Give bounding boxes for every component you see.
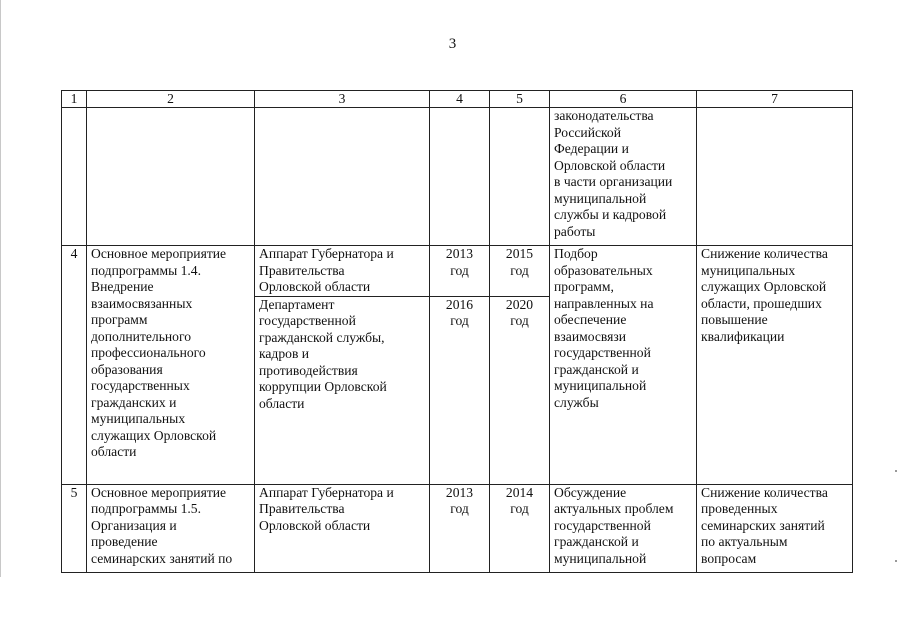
table-row-4 — [62, 246, 853, 297]
start-year-cell: 2016 год — [430, 296, 490, 484]
consequence-cell: Снижение количества проведенных семинарских занятий по актуальным вопросам — [697, 484, 853, 572]
empty-cell — [255, 108, 430, 246]
activity-name: Основное мероприятие подпрограммы 1.4. Внедрение взаимосвязанных программ дополнительного профессионального образования государственных гражданских и муниципальных служащих Орловской области — [87, 246, 255, 485]
empty-cell — [430, 108, 490, 246]
column-number: 6 — [550, 91, 697, 108]
executor-cell: Аппарат Губернатора и Правительства Орловской области — [255, 484, 430, 572]
row-number: 4 — [62, 246, 87, 485]
executor-cell: Аппарат Губернатора и Правительства Орловской области — [255, 246, 430, 297]
start-year-cell: 2013 год — [430, 484, 490, 572]
empty-cell — [490, 108, 550, 246]
column-number: 2 — [87, 91, 255, 108]
end-year-cell: 2020 год — [490, 296, 550, 484]
column-number: 3 — [255, 91, 430, 108]
result-cell: Обсуждение актуальных проблем государственной гражданской и муниципальной — [550, 484, 697, 572]
empty-cell — [62, 108, 87, 246]
page-number: 3 — [448, 36, 457, 52]
result-cell: законодательства Российской Федерации и Орловской области в части организации муниципальной службы и кадровой работы — [550, 108, 697, 246]
column-number: 1 — [62, 91, 87, 108]
end-year-cell: 2015 год — [490, 246, 550, 297]
start-year-cell: 2013 год — [430, 246, 490, 297]
scan-dot — [895, 560, 897, 562]
activity-name: Основное мероприятие подпрограммы 1.5. Организация и проведение семинарских занятий по — [87, 484, 255, 572]
empty-cell — [87, 108, 255, 246]
column-number: 7 — [697, 91, 853, 108]
table-row-5 — [62, 484, 853, 572]
end-year-cell: 2014 год — [490, 484, 550, 572]
page-edge — [0, 0, 1, 640]
column-number: 5 — [490, 91, 550, 108]
row-number: 5 — [62, 484, 87, 572]
column-number-row — [62, 91, 853, 108]
activities-table — [61, 90, 853, 573]
scan-dot — [895, 470, 897, 472]
column-number: 4 — [430, 91, 490, 108]
consequence-cell: Снижение количества муниципальных служащих Орловской области, прошедших повышение квалификации — [697, 246, 853, 485]
empty-cell — [697, 108, 853, 246]
table-row-continuation — [62, 108, 853, 246]
page-bottom-area — [0, 577, 905, 640]
result-cell: Подбор образовательных программ, направленных на обеспечение взаимосвязи государственной гражданской и муниципальной службы — [550, 246, 697, 485]
executor-cell: Департамент государственной гражданской службы, кадров и противодействия коррупции Орловской области — [255, 296, 430, 484]
